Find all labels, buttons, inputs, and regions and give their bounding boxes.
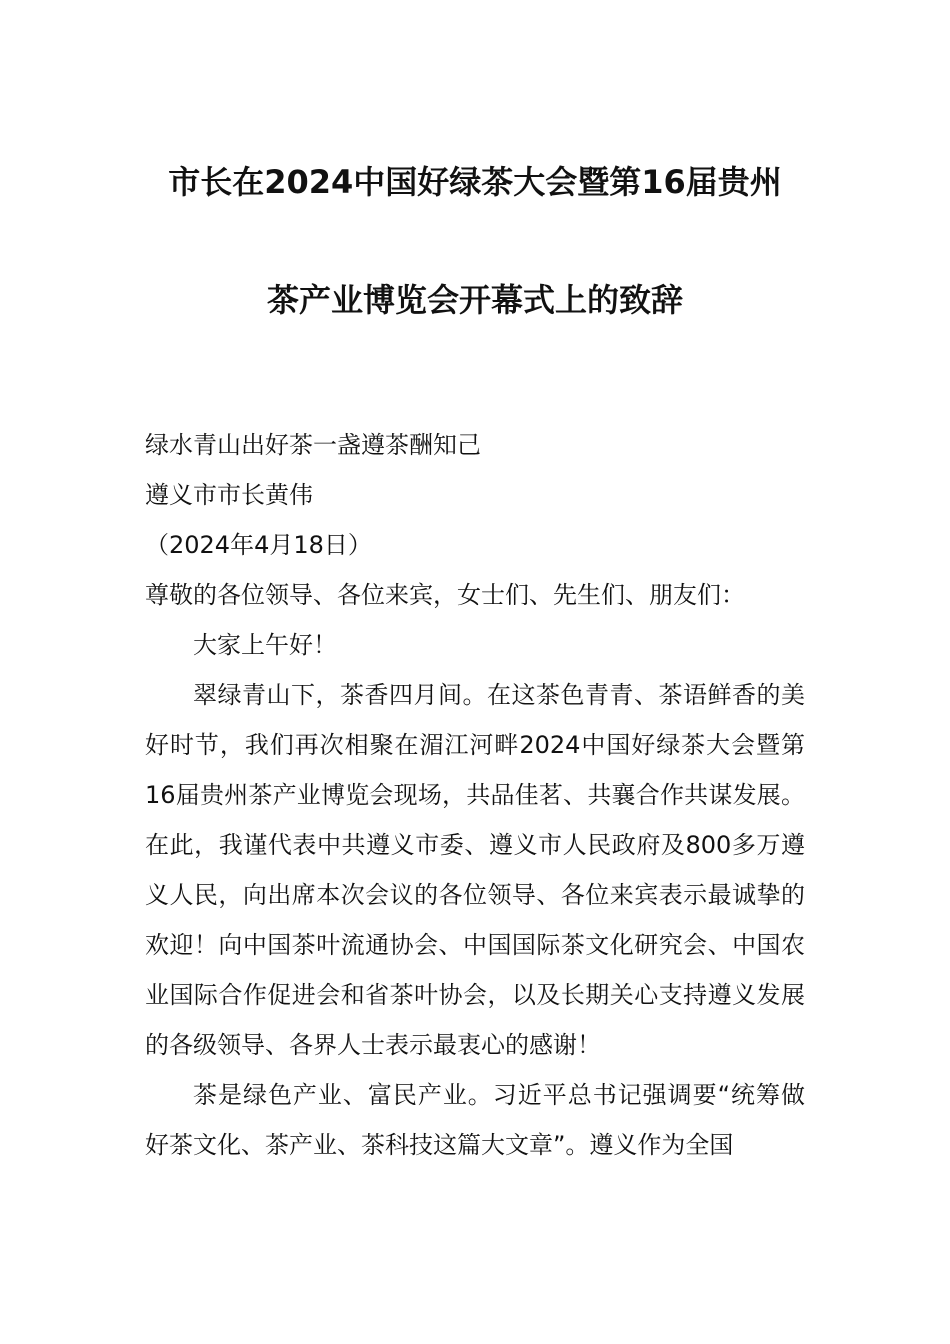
date-line: （2024年4月18日） <box>145 531 372 559</box>
document-title-line-1: 市长在2024中国好绿茶大会暨第16届贵州 <box>168 163 782 201</box>
document-title-line-2: 茶产业博览会开幕式上的致辞 <box>266 281 683 319</box>
body-paragraph: 茶是绿色产业、富民产业。习近平总书记强调要“统筹做好茶文化、茶产业、茶科技这篇大文章”。遵义作为全国 <box>145 1081 805 1159</box>
document-body <box>145 420 805 1170</box>
salutation: 尊敬的各位领导、各位来宾，女士们、先生们、朋友们： <box>145 581 745 609</box>
body-paragraph: 翠绿青山下，茶香四月间。在这茶色青青、茶语鲜香的美好时节，我们再次相聚在湄江河畔2024中国好绿茶大会暨第16届贵州茶产业博览会现场，共品佳茗、共襄合作共谋发展。在此，我谨代表中共遵义市委、遵义市人民政府及800多万遵义人民，向出席本次会议的各位领导、各位来宾表示最诚挚的欢迎！向中国茶叶流通协会、中国国际茶文化研究会、中国农业国际合作促进会和省茶叶协会，以及长期关心支持遵义发展的各级领导、各界人士表示最衷心的感谢！ <box>145 681 805 1059</box>
subtitle: 绿水青山出好茶一盏遵茶酬知己 <box>145 431 481 459</box>
author-line: 遵义市市长黄伟 <box>145 481 313 509</box>
greeting-paragraph: 大家上午好！ <box>193 631 337 659</box>
